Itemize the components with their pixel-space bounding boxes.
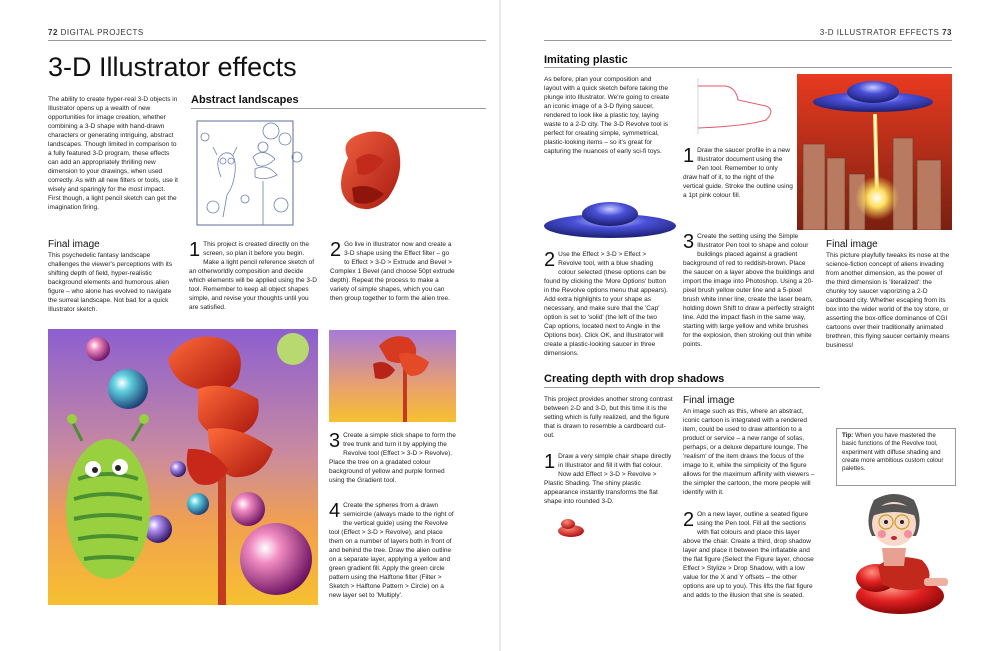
section-rule-plastic bbox=[544, 67, 952, 68]
step-text: Go live in Illustrator now and create a 3-D shape using the Effect filter – go to Effect > 3-D > Extrude and Bevel > Complex 1 Bevel (and choose 50pt extrude depth). Repeat the process to make a variety of simple shapes, which you can then group together to form the alien tree. bbox=[330, 241, 455, 302]
abstract-step-1 bbox=[189, 240, 319, 312]
step-number: 3 bbox=[329, 430, 341, 452]
plastic-intro-text: As before, plan your composition and layout with a quick sketch before taking the plunge into Illustrator. We're going to create an iconic image of a 3-D flying saucer, rendered to look like a plastic toy, laying waste to a 2-D city. The 3-D Revolve tool is perfect for creating simple, symmetrical, plastic-looking items – so it's great for capturing the nuances of early sci-fi toys. bbox=[544, 76, 670, 155]
plastic-step-2 bbox=[544, 250, 670, 358]
tip-label: Tip: bbox=[842, 432, 854, 439]
section-left: DIGITAL PROJECTS bbox=[60, 28, 144, 37]
abstract-step-2 bbox=[330, 240, 456, 303]
step-text: Create the setting using the Simple Illustrator Pen tool to shape and colour buildings placed against a gradient background of red to reddish-brown. Place the saucer on a layer above the buildings and import the image into Photoshop. Using a 20-pixel brush yellow outer line and a 5-pixel brush white inner line, create the laser beam, holding down Shift to draw a perfectly straight line. Add the impact flash in the same way, starting with large yellow and white brushes for the explosion, then stroking out thin white points. bbox=[683, 233, 815, 348]
step-number: 2 bbox=[683, 509, 695, 531]
abstract-step-4 bbox=[329, 501, 456, 600]
final-image-text-plastic: This picture playfully tweaks its nose at the science-fiction concept of aliens invading from another dimension, as the power of the third dimension is 'literalized': the chunky toy saucer vaporizing a 2-D cardboard city. Whether escaping from its box into the wider world of the toy store, or asserting the box-office dominance of CGI cartoons over their traditionally animated brethren, this flying saucer certainly means business! bbox=[826, 252, 950, 349]
folio-left: 72 bbox=[48, 28, 58, 37]
imitating-plastic-heading: Imitating plastic bbox=[544, 54, 628, 66]
step-text: Create the spheres from a drawn semicircle (always made to the right of the vertical guide) using the Revolve tool (Effect > 3-D > Revolve), and place them on a number of layers both in front of and behind the tree. Draw the alien outline on a separate layer, applying a yellow and green gradient fill. Apply the green circle pattern using the Halftone filter (Filter > Sketch > Halftone Pattern > Circle) on a new layer set to 'Multiply'. bbox=[329, 502, 454, 599]
plastic-step-3 bbox=[683, 232, 815, 349]
final-image-heading-left: Final image bbox=[48, 239, 100, 250]
step-number: 3 bbox=[683, 231, 695, 253]
step-number: 2 bbox=[544, 249, 556, 271]
step-number: 1 bbox=[189, 239, 201, 261]
left-running-head bbox=[48, 28, 144, 37]
step-text: On a new layer, outline a seated figure using the Pen tool. Fill all the sections with flat colours and place this layer above the chair. Create a third, drop shadow layer and place it between the inflatable and the flat figure (Select the Figure layer, choose Effect > Stylize > Drop Shadow, with a low value for the X and Y offsets – the other options are up to you). This lifts the flat figure and adds to the illusion that she is seated. bbox=[683, 511, 814, 599]
step-text: Draw the saucer profile in a new Illustrator document using the Pen tool. Remember to only draw half of it, to the right of the vertical guide. Stroke the outline using a 1pt pink colour fill. bbox=[683, 147, 793, 199]
psychedelic-landscape-image bbox=[48, 329, 318, 605]
page-gutter bbox=[499, 0, 501, 651]
section-rule-abstract bbox=[191, 108, 486, 109]
abstract-step-3 bbox=[329, 431, 456, 485]
tip-text: When you have mastered the basic functions of the Revolve tool, experiment with diffuse shading and create more ambitious custom colour palettes. bbox=[842, 432, 944, 473]
step-text: Draw a very simple chair shape directly in Illustrator and fill it with flat colour. Now add Effect > 3-D > Revolve > Plastic Shading. The shiny plastic appearance instantly transforms the flat shape into rounded 3-D. bbox=[544, 453, 672, 505]
stick-tree-image bbox=[329, 330, 456, 422]
final-image-heading-depth: Final image bbox=[683, 395, 735, 406]
step-number: 2 bbox=[330, 239, 342, 261]
depth-step-2 bbox=[683, 510, 819, 600]
red-chair-image bbox=[556, 517, 586, 539]
tip-box bbox=[836, 428, 956, 486]
red-3d-shape-image bbox=[328, 118, 408, 228]
intro-text: The ability to create hyper-real 3-D objects in Illustrator opens up a wealth of new opportunities for image creation, whether combining a 3-D shape with hand-drawn characters or generating intriguing, abstract landscapes. Though limited in comparison to a fully featured 3-D program, these effects can add an appropriately thrilling new dimension to your drawings, when used correctly. As with all new filters or tools, use it wisely and sparingly for the most impact. First though, a light pencil sketch can get the imagination firing. bbox=[48, 96, 178, 211]
step-text: Create a simple stick shape to form the tree trunk and turn it by applying the Revolve tool (Effect > 3-D > Revolve). Place the tree on a gradated colour background of yellow and purple formed using the Gradient tool. bbox=[329, 432, 456, 484]
section-rule-depth bbox=[544, 387, 820, 388]
folio-right: 73 bbox=[942, 28, 952, 37]
header-rule-left bbox=[48, 40, 486, 41]
step-number: 4 bbox=[329, 500, 341, 522]
step-text: Use the Effect > 3-D > Effect > Revolve tool, with a blue shading colour selected (these options can be found by clicking the 'More Options' button in the Revolve options menu that appears). Add extra highlights to your shape as necessary, and make sure that the 'Cap' option is set to 'solid' (the left of the two Cap options, located next to Angle in the Options box). Click OK, and Illustrator will create a plastic-looking saucer in three dimensions. bbox=[544, 251, 668, 357]
final-image-text-left: This psychedelic fantasy landscape challenges the viewer's perceptions with its shifting depth of field, hyper-realistic background elements and humorous alien figure – who alone has evolved to navigate the surreal landscape. Not bad for a quick Illustrator sketch. bbox=[48, 252, 173, 313]
page-title: 3-D Illustrator effects bbox=[48, 52, 297, 82]
plastic-step-1 bbox=[683, 146, 793, 200]
final-image-heading-plastic: Final image bbox=[826, 239, 878, 250]
header-rule-right bbox=[544, 40, 952, 41]
step-text: This project is created directly on the screen, so plan it before you begin. Make a light pencil reference sketch of an otherworldly composition and decide which elements will be applied using the 3-D tool. Remember to keep all object shapes simple, and revise your thoughts until you are satisfied. bbox=[189, 241, 317, 311]
saucer-city-image bbox=[797, 74, 952, 230]
blue-saucer-image bbox=[540, 196, 680, 244]
right-running-head bbox=[820, 28, 952, 37]
pencil-sketch-image bbox=[193, 117, 308, 235]
depth-intro-text: This project provides another strong contrast between 2-D and 3-D, but this time it is the setting which is fully realized, and the figure that is drawn to resemble a cardboard cut-out. bbox=[544, 396, 673, 439]
depth-step-1 bbox=[544, 452, 676, 506]
drop-shadows-heading: Creating depth with drop shadows bbox=[544, 373, 725, 385]
saucer-profile-image bbox=[686, 76, 786, 136]
abstract-landscapes-heading: Abstract landscapes bbox=[191, 94, 299, 106]
step-number: 1 bbox=[683, 145, 695, 167]
seated-woman-image bbox=[838, 490, 958, 618]
section-right: 3-D ILLUSTRATOR EFFECTS bbox=[819, 28, 940, 37]
step-number: 1 bbox=[544, 451, 556, 473]
final-image-text-depth: An image such as this, where an abstract, iconic cartoon is integrated with a rendered item, could be used to draw attention to a product or service – a new range of sofas, perhaps, or a deluxe departure lounge. The 'realism' of the item draws the focus of the image to it, while the simplicity of the figure allows for the maximum affinity with viewers – the simpler the cartoon, the more people will identify with it. bbox=[683, 408, 815, 496]
